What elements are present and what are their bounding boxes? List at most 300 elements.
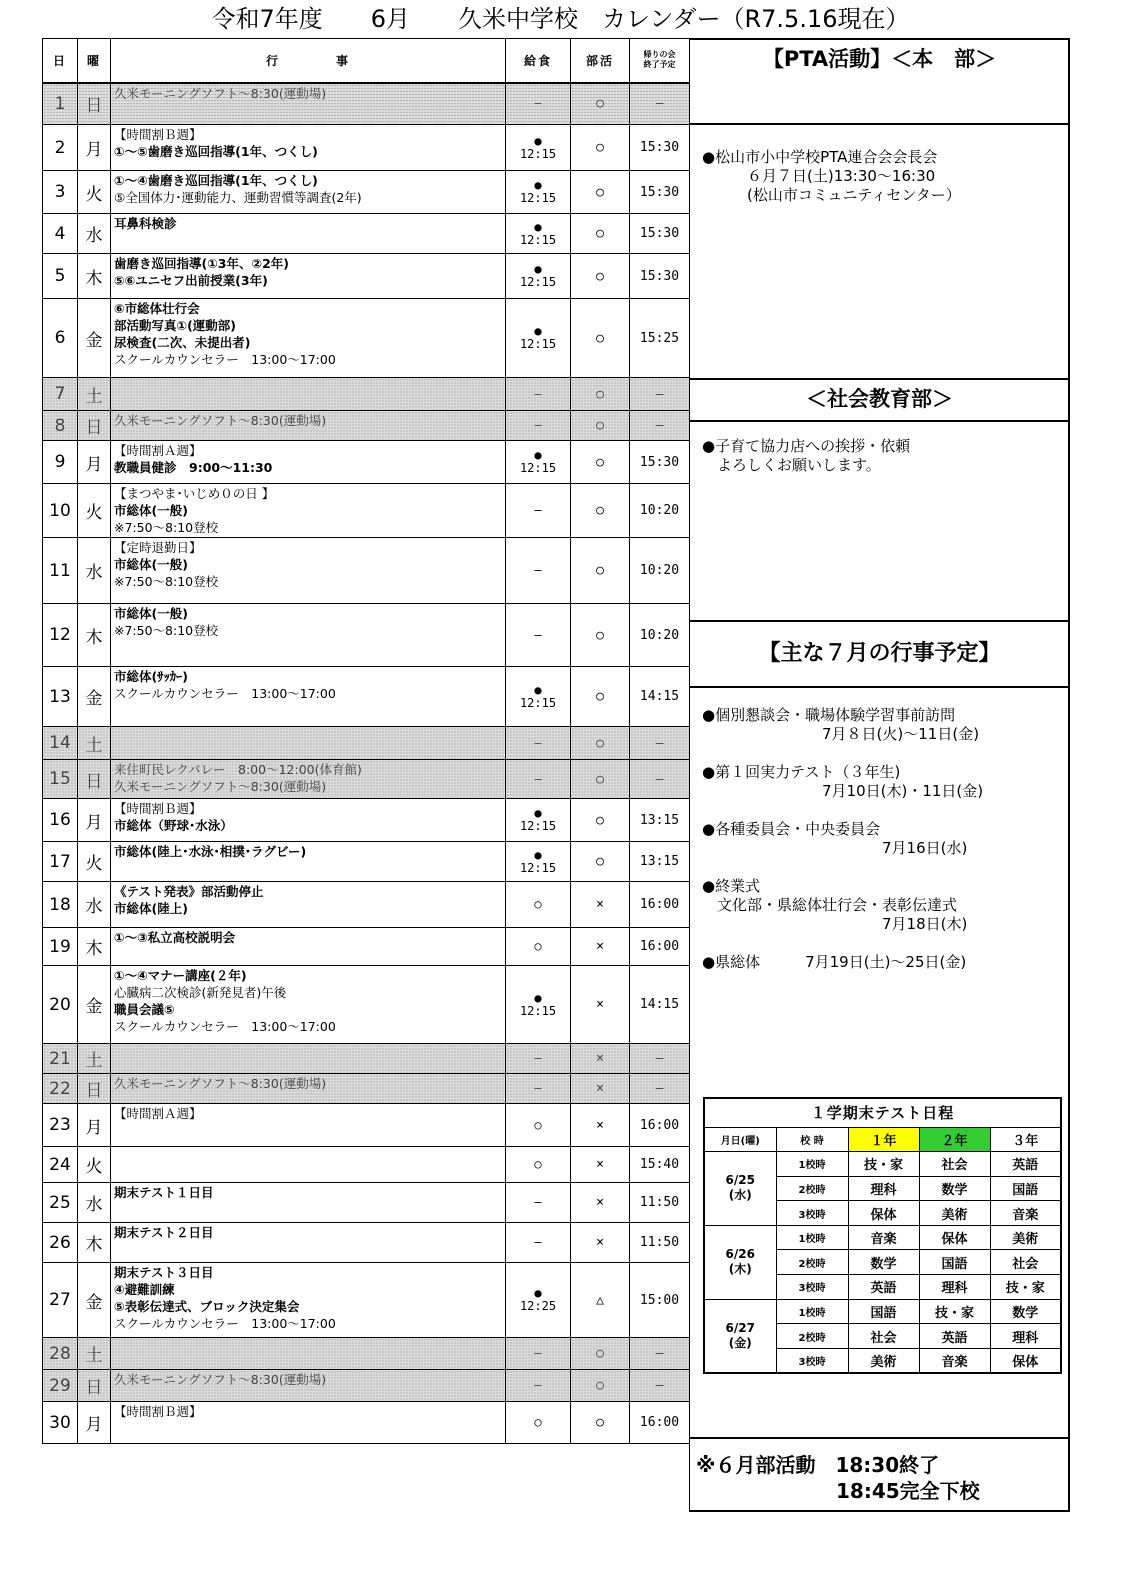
lunch-mark: ● <box>534 262 542 276</box>
event-line: スクールカウンセラー 13:00～17:00 <box>114 352 336 367</box>
end-time-cell: 15:30 <box>630 214 690 254</box>
calendar-row <box>43 1263 690 1338</box>
weekday: 水 <box>78 1183 111 1223</box>
lunch-cell <box>506 1074 571 1104</box>
end-time-cell: 15:30 <box>630 171 690 214</box>
july-events-text: ●個別懇談会・職場体験学習事前訪問 7月８日(火)～11日(金) ●第１回実力テスト（３年生) 7月10日(木)・11日(金) ●各種委員会・中央委員会 7月16日(水) ●終業式 文化部・県総体壮行会・表彰伝達式 7月18日(木) ●県総体 7月19日(土)～25日(金) <box>702 706 984 971</box>
calendar-row <box>43 1370 690 1402</box>
event-line: ①～③私立高校説明会 <box>114 930 236 945</box>
events-cell <box>111 1147 506 1183</box>
exam-period: 3校時 <box>776 1348 848 1373</box>
end-time-cell: 11:50 <box>630 1183 690 1223</box>
day-number: 20 <box>43 966 78 1044</box>
exam-row <box>704 1299 1061 1324</box>
lunch-time: 12:25 <box>519 1299 557 1313</box>
header-day: 日 <box>43 39 78 83</box>
calendar-row <box>43 667 690 727</box>
weekday: 日 <box>78 1370 111 1402</box>
weekday: 金 <box>78 966 111 1044</box>
calendar-row <box>43 214 690 254</box>
club-cell: × <box>571 928 630 966</box>
weekday: 水 <box>78 214 111 254</box>
event-line: 市総体(ｻｯｶｰ) <box>114 669 188 684</box>
events-cell <box>111 83 506 125</box>
club-activity-note: ※６月部活動 18:30終了 18:45完全下校 <box>696 1453 980 1503</box>
calendar-row <box>43 1104 690 1147</box>
day-number: 13 <box>43 667 78 727</box>
july-events-title: 【主な７月の行事予定】 <box>758 641 1001 666</box>
events-cell <box>111 604 506 667</box>
exam-subject: 音楽 <box>848 1225 919 1250</box>
club-cell: ○ <box>571 171 630 214</box>
club-cell: × <box>571 1074 630 1104</box>
club-cell: △ <box>571 1263 630 1338</box>
end-time-cell: ― <box>630 1074 690 1104</box>
end-time-cell: 16:00 <box>630 1402 690 1444</box>
end-time-cell: 10:20 <box>630 604 690 667</box>
club-cell: ○ <box>571 254 630 299</box>
weekday: 木 <box>78 928 111 966</box>
lunch-cell <box>506 882 571 928</box>
event-line: 【時間割Ｂ週】 <box>114 801 202 816</box>
events-cell <box>111 928 506 966</box>
lunch-cell <box>506 604 571 667</box>
lunch-mark: ○ <box>534 1117 542 1132</box>
lunch-cell <box>506 125 571 171</box>
end-time-cell: 10:20 <box>630 538 690 604</box>
exam-period: 1校時 <box>776 1152 848 1177</box>
exam-period: 2校時 <box>776 1176 848 1201</box>
event-line: 久米モーニングソフト～8:30(運動場) <box>114 413 327 428</box>
calendar-row <box>43 254 690 299</box>
lunch-mark: ― <box>534 418 542 432</box>
exam-subject: 社会 <box>919 1152 990 1177</box>
calendar-header-row <box>43 39 690 83</box>
lunch-cell <box>506 1370 571 1402</box>
end-time-cell: 16:00 <box>630 882 690 928</box>
event-line: ※7:50～8:10登校 <box>114 520 219 535</box>
lunch-mark: ● <box>534 324 542 338</box>
calendar-row <box>43 125 690 171</box>
day-number: 7 <box>43 378 78 411</box>
exam-period: 2校時 <box>776 1324 848 1349</box>
lunch-mark: ● <box>534 133 542 148</box>
lunch-mark: ● <box>534 178 542 192</box>
club-cell: ○ <box>571 378 630 411</box>
events-cell <box>111 484 506 538</box>
events-cell <box>111 171 506 214</box>
day-number: 19 <box>43 928 78 966</box>
day-number: 25 <box>43 1183 78 1223</box>
event-line: 【定時退勤日】 <box>114 540 202 555</box>
event-line: ⑥市総体壮行会 <box>114 301 200 316</box>
weekday: 土 <box>78 1044 111 1074</box>
event-line: スクールカウンセラー 13:00～17:00 <box>114 686 336 701</box>
calendar-row <box>43 966 690 1044</box>
event-line: 期末テスト１日目 <box>114 1185 214 1200</box>
end-time-cell: 15:30 <box>630 125 690 171</box>
day-number: 30 <box>43 1402 78 1444</box>
divider <box>690 420 1069 422</box>
weekday: 火 <box>78 1147 111 1183</box>
exam-subject: 国語 <box>848 1299 919 1324</box>
lunch-mark: ― <box>534 1195 542 1209</box>
end-time-cell: 14:15 <box>630 667 690 727</box>
day-number: 6 <box>43 299 78 378</box>
lunch-mark: ● <box>534 990 542 1005</box>
end-time-cell: 14:15 <box>630 966 690 1044</box>
events-cell <box>111 882 506 928</box>
exam-date-day: 6/25 <box>725 1173 755 1188</box>
lunch-mark: ― <box>534 386 542 401</box>
day-number: 3 <box>43 171 78 214</box>
lunch-mark: ● <box>534 806 542 820</box>
exam-subject: 数学 <box>848 1250 919 1275</box>
event-line: 期末テスト２日目 <box>114 1225 214 1240</box>
event-line: 久米モーニングソフト～8:30(運動場) <box>114 85 327 101</box>
events-cell <box>111 1183 506 1223</box>
exam-subject: 英語 <box>919 1324 990 1349</box>
calendar-row <box>43 882 690 928</box>
end-time-cell: ― <box>630 378 690 411</box>
exam-subject: 数学 <box>919 1176 990 1201</box>
weekday: 水 <box>78 882 111 928</box>
events-cell <box>111 441 506 484</box>
exam-header-period: 校 時 <box>776 1127 848 1152</box>
day-number: 4 <box>43 214 78 254</box>
lunch-cell <box>506 1104 571 1147</box>
events-cell <box>111 411 506 441</box>
event-line: 心臓病二次検診(新発見者)午後 <box>114 985 287 1000</box>
club-cell: × <box>571 1044 630 1074</box>
weekday: 木 <box>78 1223 111 1263</box>
event-line: ①～④マナー講座(２年) <box>114 968 247 983</box>
lunch-cell <box>506 1402 571 1444</box>
event-line: 【時間割Ａ週】 <box>114 1106 202 1121</box>
weekday: 月 <box>78 799 111 842</box>
exam-period: 1校時 <box>776 1225 848 1250</box>
weekday: 月 <box>78 1104 111 1147</box>
lunch-mark: ● <box>534 1286 542 1300</box>
weekday: 日 <box>78 411 111 441</box>
exam-schedule-table <box>703 1097 1062 1374</box>
exam-subject: 美術 <box>919 1201 990 1226</box>
lunch-mark: ○ <box>534 1415 542 1429</box>
lunch-cell <box>506 1223 571 1263</box>
day-number: 27 <box>43 1263 78 1338</box>
club-cell: ○ <box>571 1402 630 1444</box>
calendar-row <box>43 1402 690 1444</box>
header-lunch: 給食 <box>506 39 571 83</box>
exam-row <box>704 1152 1061 1177</box>
events-cell <box>111 299 506 378</box>
club-cell: ○ <box>571 1370 630 1402</box>
weekday: 火 <box>78 484 111 538</box>
lunch-mark: ― <box>534 1051 542 1065</box>
day-number: 18 <box>43 882 78 928</box>
exam-subject: 社会 <box>848 1324 919 1349</box>
events-cell <box>111 1044 506 1074</box>
lunch-cell <box>506 842 571 882</box>
day-number: 15 <box>43 760 78 799</box>
exam-subject: 技・家 <box>990 1275 1061 1300</box>
lunch-mark: ― <box>534 1378 542 1392</box>
lunch-time: 12:15 <box>519 275 557 289</box>
event-line: ※7:50～8:10登校 <box>114 623 219 638</box>
weekday: 土 <box>78 378 111 411</box>
event-line: 耳鼻科検診 <box>114 216 177 231</box>
weekday: 日 <box>78 760 111 799</box>
exam-period: 2校時 <box>776 1250 848 1275</box>
calendar-row <box>43 411 690 441</box>
day-number: 26 <box>43 1223 78 1263</box>
weekday: 日 <box>78 1074 111 1104</box>
event-line: ⑤表彰伝達式、ブロック決定集会 <box>114 1299 300 1314</box>
weekday: 金 <box>78 1263 111 1338</box>
lunch-mark: ● <box>534 448 542 462</box>
end-time-cell: 16:00 <box>630 928 690 966</box>
club-cell: ○ <box>571 411 630 441</box>
calendar-row <box>43 1183 690 1223</box>
end-time-cell: ― <box>630 727 690 760</box>
day-number: 10 <box>43 484 78 538</box>
calendar-row <box>43 1338 690 1370</box>
events-cell <box>111 1263 506 1338</box>
calendar-row <box>43 604 690 667</box>
lunch-time: 12:15 <box>519 860 557 875</box>
events-cell <box>111 378 506 411</box>
day-number: 2 <box>43 125 78 171</box>
event-line: 教職員健診 9:00～11:30 <box>114 460 273 475</box>
events-cell <box>111 842 506 882</box>
event-line: 《テスト発表》部活動停止 <box>114 884 264 899</box>
calendar-row <box>43 1044 690 1074</box>
event-line: 市総体(一般) <box>114 606 188 621</box>
event-line: 歯磨き巡回指導(①3年、②2年) <box>114 256 289 271</box>
events-cell <box>111 1370 506 1402</box>
events-cell <box>111 254 506 299</box>
weekday: 土 <box>78 727 111 760</box>
day-number: 29 <box>43 1370 78 1402</box>
lunch-mark: ● <box>534 682 542 697</box>
events-cell <box>111 1223 506 1263</box>
exam-date <box>704 1299 776 1373</box>
lunch-time: 12:15 <box>519 337 557 351</box>
end-time-cell: 15:30 <box>630 254 690 299</box>
lunch-time: 12:15 <box>519 232 557 247</box>
end-time-cell: 11:50 <box>630 1223 690 1263</box>
events-cell <box>111 1104 506 1147</box>
day-number: 9 <box>43 441 78 484</box>
weekday: 木 <box>78 254 111 299</box>
exam-date-day: 6/26 <box>725 1247 755 1262</box>
divider <box>690 378 1069 380</box>
event-line: 【時間割Ａ週】 <box>114 443 202 458</box>
event-line: 【時間割Ｂ週】 <box>114 127 202 142</box>
exam-subject: 英語 <box>990 1152 1061 1177</box>
club-cell: × <box>571 1147 630 1183</box>
day-number: 16 <box>43 799 78 842</box>
lunch-cell <box>506 928 571 966</box>
event-line: 市総体(一般) <box>114 557 188 572</box>
lunch-mark: ○ <box>534 1157 542 1171</box>
social-education-title: ＜社会教育部＞ <box>806 387 953 411</box>
calendar-row <box>43 378 690 411</box>
club-cell: × <box>571 1183 630 1223</box>
lunch-mark: ― <box>534 1235 542 1249</box>
exam-date-weekday: (水) <box>728 1188 752 1203</box>
pta-title: 【PTA活動】＜本 部＞ <box>762 47 997 71</box>
event-line: 【時間割Ｂ週】 <box>114 1404 202 1419</box>
event-line: スクールカウンセラー 13:00～17:00 <box>114 1019 336 1034</box>
exam-subject: 美術 <box>848 1348 919 1373</box>
event-line: 職員会議⑤ <box>114 1002 175 1017</box>
event-line: ①～⑤歯磨き巡回指導(1年、つくし) <box>114 144 318 159</box>
header-meeting-line2: 終了予定 <box>643 60 676 70</box>
event-line: ⑤全国体力･運動能力、運動習慣等調査(2年) <box>114 190 362 205</box>
calendar-row <box>43 83 690 125</box>
day-number: 11 <box>43 538 78 604</box>
day-number: 28 <box>43 1338 78 1370</box>
weekday: 水 <box>78 538 111 604</box>
end-time-cell: 13:15 <box>630 799 690 842</box>
day-number: 12 <box>43 604 78 667</box>
day-number: 8 <box>43 411 78 441</box>
events-cell <box>111 125 506 171</box>
lunch-time: 12:15 <box>519 695 557 710</box>
exam-header-grade1: １年 <box>848 1127 919 1152</box>
club-cell: ○ <box>571 799 630 842</box>
exam-subject: 保体 <box>990 1348 1061 1373</box>
end-time-cell: ― <box>630 1338 690 1370</box>
day-number: 21 <box>43 1044 78 1074</box>
club-cell: ○ <box>571 441 630 484</box>
divider <box>690 620 1069 622</box>
event-line: 期末テスト３日目 <box>114 1265 214 1280</box>
lunch-time: 12:15 <box>519 1003 557 1018</box>
lunch-cell <box>506 254 571 299</box>
calendar-row <box>43 760 690 799</box>
events-cell <box>111 727 506 760</box>
club-cell: ○ <box>571 538 630 604</box>
day-number: 14 <box>43 727 78 760</box>
exam-subject: 音楽 <box>990 1201 1061 1226</box>
lunch-time: 12:15 <box>519 461 557 475</box>
lunch-mark: ○ <box>534 897 542 911</box>
lunch-cell <box>506 171 571 214</box>
club-cell: ○ <box>571 83 630 125</box>
lunch-time: 12:15 <box>519 819 557 833</box>
end-time-cell: ― <box>630 83 690 125</box>
club-cell: ○ <box>571 299 630 378</box>
calendar-row <box>43 171 690 214</box>
events-cell <box>111 1074 506 1104</box>
events-cell <box>111 667 506 727</box>
event-line: 市総体（野球･水泳） <box>114 818 233 833</box>
events-cell <box>111 214 506 254</box>
calendar-row <box>43 799 690 842</box>
events-cell <box>111 799 506 842</box>
exam-period: 3校時 <box>776 1275 848 1300</box>
club-cell: ○ <box>571 604 630 667</box>
end-time-cell: 10:20 <box>630 484 690 538</box>
lunch-cell <box>506 1338 571 1370</box>
event-line: 部活動写真①(運動部) <box>114 318 237 333</box>
day-number: 1 <box>43 83 78 125</box>
event-line: 市総体(陸上･水泳･相撲･ラグビー) <box>114 844 307 859</box>
club-cell: × <box>571 966 630 1044</box>
club-cell: ○ <box>571 760 630 799</box>
event-line: 来住町民レクバレー 8:00～12:00(体育館) <box>114 762 362 777</box>
exam-subject: 英語 <box>848 1275 919 1300</box>
event-line: 尿検査(二次、未提出者) <box>114 335 251 350</box>
club-cell: ○ <box>571 727 630 760</box>
lunch-cell <box>506 1183 571 1223</box>
event-line: スクールカウンセラー 13:00～17:00 <box>114 1316 336 1331</box>
lunch-cell <box>506 378 571 411</box>
exam-date-day: 6/27 <box>725 1320 755 1335</box>
club-cell: × <box>571 882 630 928</box>
calendar-row <box>43 441 690 484</box>
exam-subject: 音楽 <box>919 1348 990 1373</box>
club-cell: × <box>571 1104 630 1147</box>
exam-date-weekday: (金) <box>728 1335 752 1350</box>
lunch-cell <box>506 727 571 760</box>
end-time-cell: 16:00 <box>630 1104 690 1147</box>
weekday: 金 <box>78 299 111 378</box>
exam-header-date: 月日(曜) <box>704 1127 776 1152</box>
calendar-row <box>43 842 690 882</box>
event-line: 久米モーニングソフト～8:30(運動場) <box>114 779 327 794</box>
day-number: 23 <box>43 1104 78 1147</box>
lunch-cell <box>506 1147 571 1183</box>
lunch-mark: ― <box>534 735 542 750</box>
page-title: 令和7年度 6月 久米中学校 カレンダー（R7.5.16現在） <box>211 5 910 33</box>
weekday: 日 <box>78 83 111 125</box>
exam-schedule-caption: １学期末テスト日程 <box>704 1098 1061 1127</box>
lunch-cell <box>506 214 571 254</box>
lunch-time: 12:15 <box>519 146 557 161</box>
weekday: 土 <box>78 1338 111 1370</box>
header-club: 部活 <box>571 39 630 83</box>
lunch-cell <box>506 538 571 604</box>
club-cell: ○ <box>571 842 630 882</box>
exam-subject: 保体 <box>919 1225 990 1250</box>
event-line: ⑤⑥ユニセフ出前授業(3年) <box>114 273 268 288</box>
event-line: 市総体(陸上) <box>114 901 188 916</box>
event-line: 久米モーニングソフト～8:30(運動場) <box>114 1372 327 1387</box>
end-time-cell: 15:40 <box>630 1147 690 1183</box>
day-number: 5 <box>43 254 78 299</box>
end-time-cell: 13:15 <box>630 842 690 882</box>
calendar-row <box>43 928 690 966</box>
event-line: 市総体(一般) <box>114 503 188 518</box>
events-cell <box>111 1338 506 1370</box>
club-cell: ○ <box>571 214 630 254</box>
weekday: 月 <box>78 441 111 484</box>
end-time-cell: 15:25 <box>630 299 690 378</box>
lunch-mark: ― <box>534 563 542 577</box>
header-meeting-line1: 帰りの会 <box>643 50 676 60</box>
weekday: 金 <box>78 667 111 727</box>
end-time-cell: ― <box>630 1044 690 1074</box>
exam-subject: 保体 <box>848 1201 919 1226</box>
event-line: ※7:50～8:10登校 <box>114 574 219 589</box>
exam-row <box>704 1225 1061 1250</box>
exam-header-grade3: ３年 <box>990 1127 1061 1152</box>
end-time-cell: ― <box>630 1370 690 1402</box>
end-time-cell: ― <box>630 411 690 441</box>
